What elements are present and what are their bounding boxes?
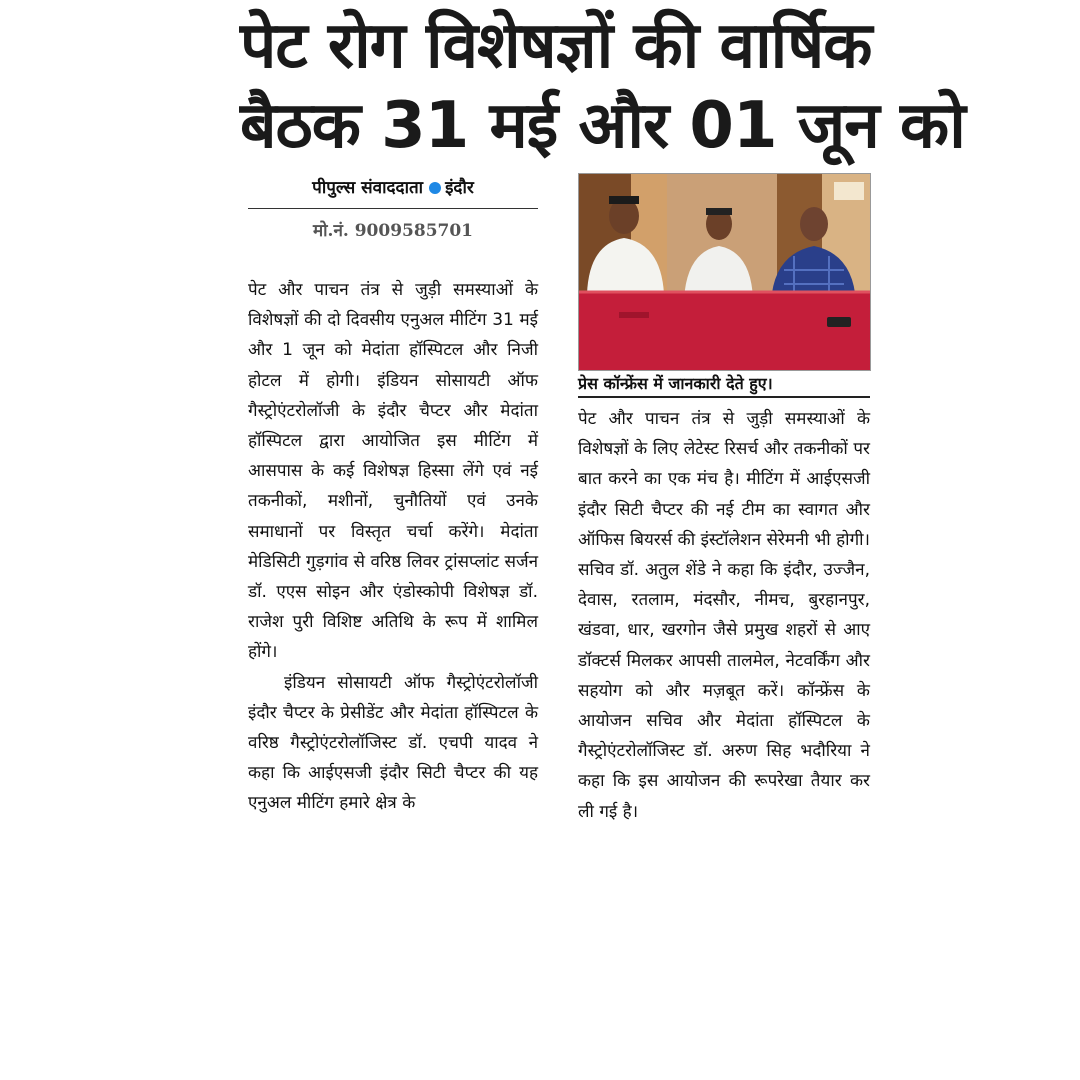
reporter-name: पीपुल्स संवाददाता: [312, 178, 424, 198]
byline-divider: [248, 208, 538, 209]
headline-line-2: बैठक 31 मई और 01 जून को: [240, 89, 965, 163]
bullet-dot-icon: [429, 182, 441, 194]
byline: [248, 176, 538, 200]
article-column-right: [578, 404, 870, 827]
press-conference-illustration: [579, 174, 870, 370]
article-column-left: [248, 275, 538, 819]
photo-caption: प्रेस कॉन्फ्रेंस में जानकारी देते हुए।: [578, 372, 870, 398]
press-conference-photo: [578, 173, 871, 371]
dateline-city: इंदौर: [445, 178, 474, 198]
article-paragraph: इंडियन सोसायटी ऑफ गैस्ट्रोएंटरोलॉजी इंदौर चैप्टर के प्रेसीडेंट और मेदांता हॉस्पिटल के वरिष्ठ गैस्ट्रोएंटरोलॉजिस्ट डॉ. एचपी यादव ने कहा कि आईएसजी इंदौर सिटी चैप्टर की यह एनुअल मीटिंग हमारे क्षेत्र के: [248, 672, 538, 814]
headline-line-1: पेट रोग विशेषज्ञों की वार्षिक: [240, 9, 872, 83]
mobile-number: मो.नं. 9009585701: [312, 221, 474, 241]
article-paragraph: पेट और पाचन तंत्र से जुड़ी समस्याओं के विशेषज्ञों के लिए लेटेस्ट रिसर्च और तकनीकों पर बात करने का एक मंच है। मीटिंग में आईएसजी इंदौर सिटी चैप्टर की नई टीम का स्वागत और ऑफिस बियरर्स की इंस्टॉलेशन सेरेमनी भी होगी। सचिव डॉ. अतुल शेंडे ने कहा कि इंदौर, उज्जैन, देवास, रतलाम, मंदसौर, नीमच, बुरहानपुर, खंडवा, धार, खरगोन जैसे प्रमुख शहरों से आए डॉक्टर्स मिलकर आपसी तालमेल, नेटवर्किंग और सहयोग को और मज़बूत करें। कॉन्फ्रेंस के आयोजन सचिव और मेदांता हॉस्पिटल के गैस्ट्रोएंटरोलॉजिस्ट डॉ. अरुण सिह भदौरिया ने कहा कि इस आयोजन की रूपरेखा तैयार कर ली गई है।: [578, 409, 870, 822]
article-paragraph: पेट और पाचन तंत्र से जुड़ी समस्याओं के विशेषज्ञों की दो दिवसीय एनुअल मीटिंग 31 मई और 1 जून को मेदांता हॉस्पिटल और निजी होटल में होगी। इंडियन सोसायटी ऑफ गैस्ट्रोएंटरोलॉजी के इंदौर चैप्टर और मेदांता हॉस्पिटल द्वारा आयोजित इस मीटिंग में आसपास के कई विशेषज्ञ हिस्सा लेंगे एवं नई तकनीकों, मशीनों, चुनौतियों एवं उनके समाधानों पर विस्तृत चर्चा करेंगे। मेदांता मेडिसिटी गुड़गांव से वरिष्ठ लिवर ट्रांसप्लांट सर्जन डॉ. एएस सोइन और एंडोस्कोपी विशेषज्ञ डॉ. राजेश पुरी विशिष्ट अतिथि के रूप में शामिल होंगे।: [248, 280, 538, 663]
